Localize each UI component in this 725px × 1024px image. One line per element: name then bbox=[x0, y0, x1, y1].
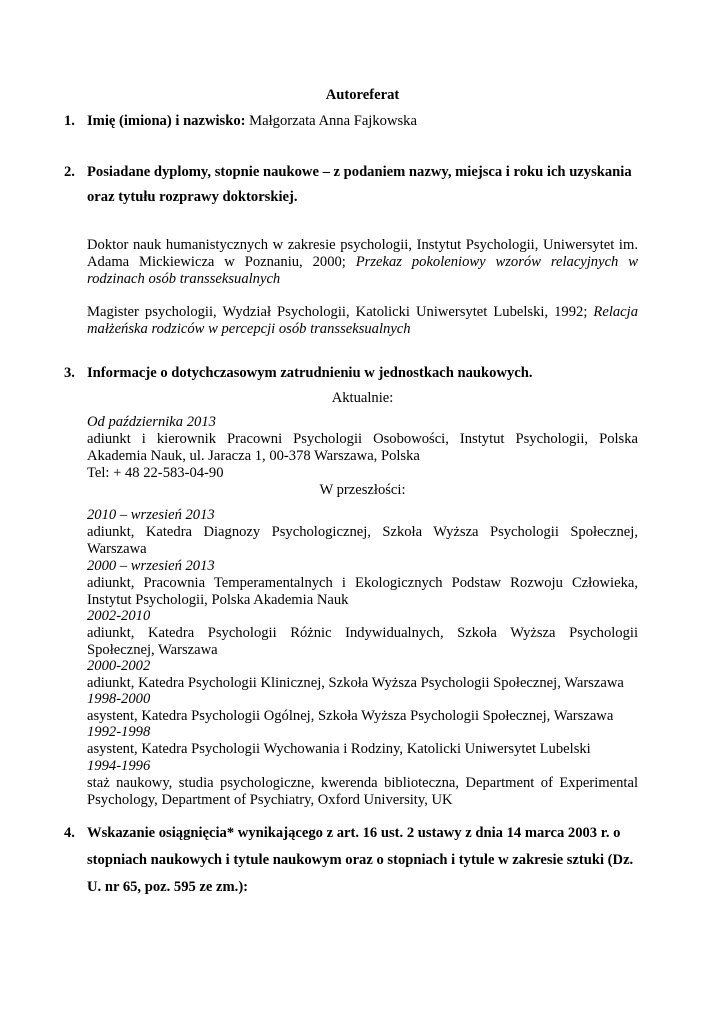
section-4-heading-line-2: stopniach naukowych i tytule naukowym oraz o stopniach i tytule w zakresie sztuki (Dz. bbox=[87, 852, 634, 868]
section-3-number: 3. bbox=[64, 365, 75, 381]
doctor-thesis-title: Przekaz pokoleniowy wzorów relacyjnych w rodzinach osób transseksualnych bbox=[87, 254, 638, 287]
past-period: 2000-2002 bbox=[87, 658, 151, 674]
master-degree-text: Magister psychologii, Wydział Psychologii, Katolicki Uniwersytet Lubelski, 1992; bbox=[87, 304, 594, 320]
name-value: Małgorzata Anna Fajkowska bbox=[245, 113, 417, 129]
current-telephone: Tel: + 48 22-583-04-90 bbox=[87, 465, 224, 481]
past-label: W przeszłości: bbox=[319, 482, 406, 498]
document-title: Autoreferat bbox=[325, 87, 400, 103]
past-period: 1994-1996 bbox=[87, 758, 151, 774]
current-period: Od października 2013 bbox=[87, 414, 216, 430]
section-3-heading: Informacje o dotychczasowym zatrudnieniu w jednostkach naukowych. bbox=[87, 365, 533, 381]
past-position: asystent, Katedra Psychologii Ogólnej, Szkoła Wyższa Psychologii Społecznej, Warszawa bbox=[87, 708, 614, 724]
past-position: staż naukowy, studia psychologiczne, kwerenda biblioteczna, Department of Experimental Psychology, Department of Psychiatry, Oxford University, UK bbox=[87, 775, 638, 808]
section-2-number: 2. bbox=[64, 164, 75, 180]
past-position: adiunkt, Katedra Psychologii Klinicznej, Szkoła Wyższa Psychologii Społecznej, Warszawa bbox=[87, 675, 624, 691]
past-position: adiunkt, Katedra Psychologii Różnic Indywidualnych, Szkoła Wyższa Psychologii Społecznej, Warszawa bbox=[87, 625, 638, 658]
current-label: Aktualnie: bbox=[331, 390, 394, 406]
section-1-heading bbox=[87, 113, 647, 130]
section-1-number: 1. bbox=[64, 113, 75, 129]
current-position: adiunkt i kierownik Pracowni Psychologii Osobowości, Instytut Psychologii, Polska Akademia Nauk, ul. Jaracza 1, 00-378 Warszawa, Polska bbox=[87, 431, 638, 464]
master-degree-paragraph bbox=[87, 304, 638, 338]
past-position: adiunkt, Pracownia Temperamentalnych i Ekologicznych Podstaw Rozwoju Człowieka, Instytut Psychologii, Polska Akademia Nauk bbox=[87, 575, 638, 608]
past-period: 1998-2000 bbox=[87, 691, 151, 707]
name-label: Imię (imiona) i nazwisko: bbox=[87, 113, 246, 129]
section-4-heading-line-1: Wskazanie osiągnięcia* wynikającego z art. 16 ust. 2 ustawy z dnia 14 marca 2003 r. o bbox=[87, 825, 621, 841]
past-position: asystent, Katedra Psychologii Wychowania i Rodziny, Katolicki Uniwersytet Lubelski bbox=[87, 741, 591, 757]
past-period: 2002-2010 bbox=[87, 608, 151, 624]
past-position: adiunkt, Katedra Diagnozy Psychologicznej, Szkoła Wyższa Psychologii Społecznej, Warszawa bbox=[87, 524, 638, 557]
past-period: 2000 – wrzesień 2013 bbox=[87, 558, 215, 574]
section-4-number: 4. bbox=[64, 825, 75, 841]
section-4-heading-line-3: U. nr 65, poz. 595 ze zm.): bbox=[87, 879, 249, 895]
section-2-heading-line-2: oraz tytułu rozprawy doktorskiej. bbox=[87, 189, 298, 205]
master-thesis-title: Relacja małżeńska rodziców w percepcji osób transseksualnych bbox=[87, 304, 638, 337]
section-2-heading-line-1: Posiadane dyplomy, stopnie naukowe – z podaniem nazwy, miejsca i roku ich uzyskania bbox=[87, 164, 632, 180]
past-period: 2010 – wrzesień 2013 bbox=[87, 507, 215, 523]
doctor-degree-paragraph bbox=[87, 237, 638, 288]
doctor-degree-text: Doktor nauk humanistycznych w zakresie psychologii, Instytut Psychologii, Uniwersytet im. Adama Mickiewicza w Poznaniu, 2000; bbox=[87, 237, 638, 270]
past-period: 1992-1998 bbox=[87, 724, 151, 740]
